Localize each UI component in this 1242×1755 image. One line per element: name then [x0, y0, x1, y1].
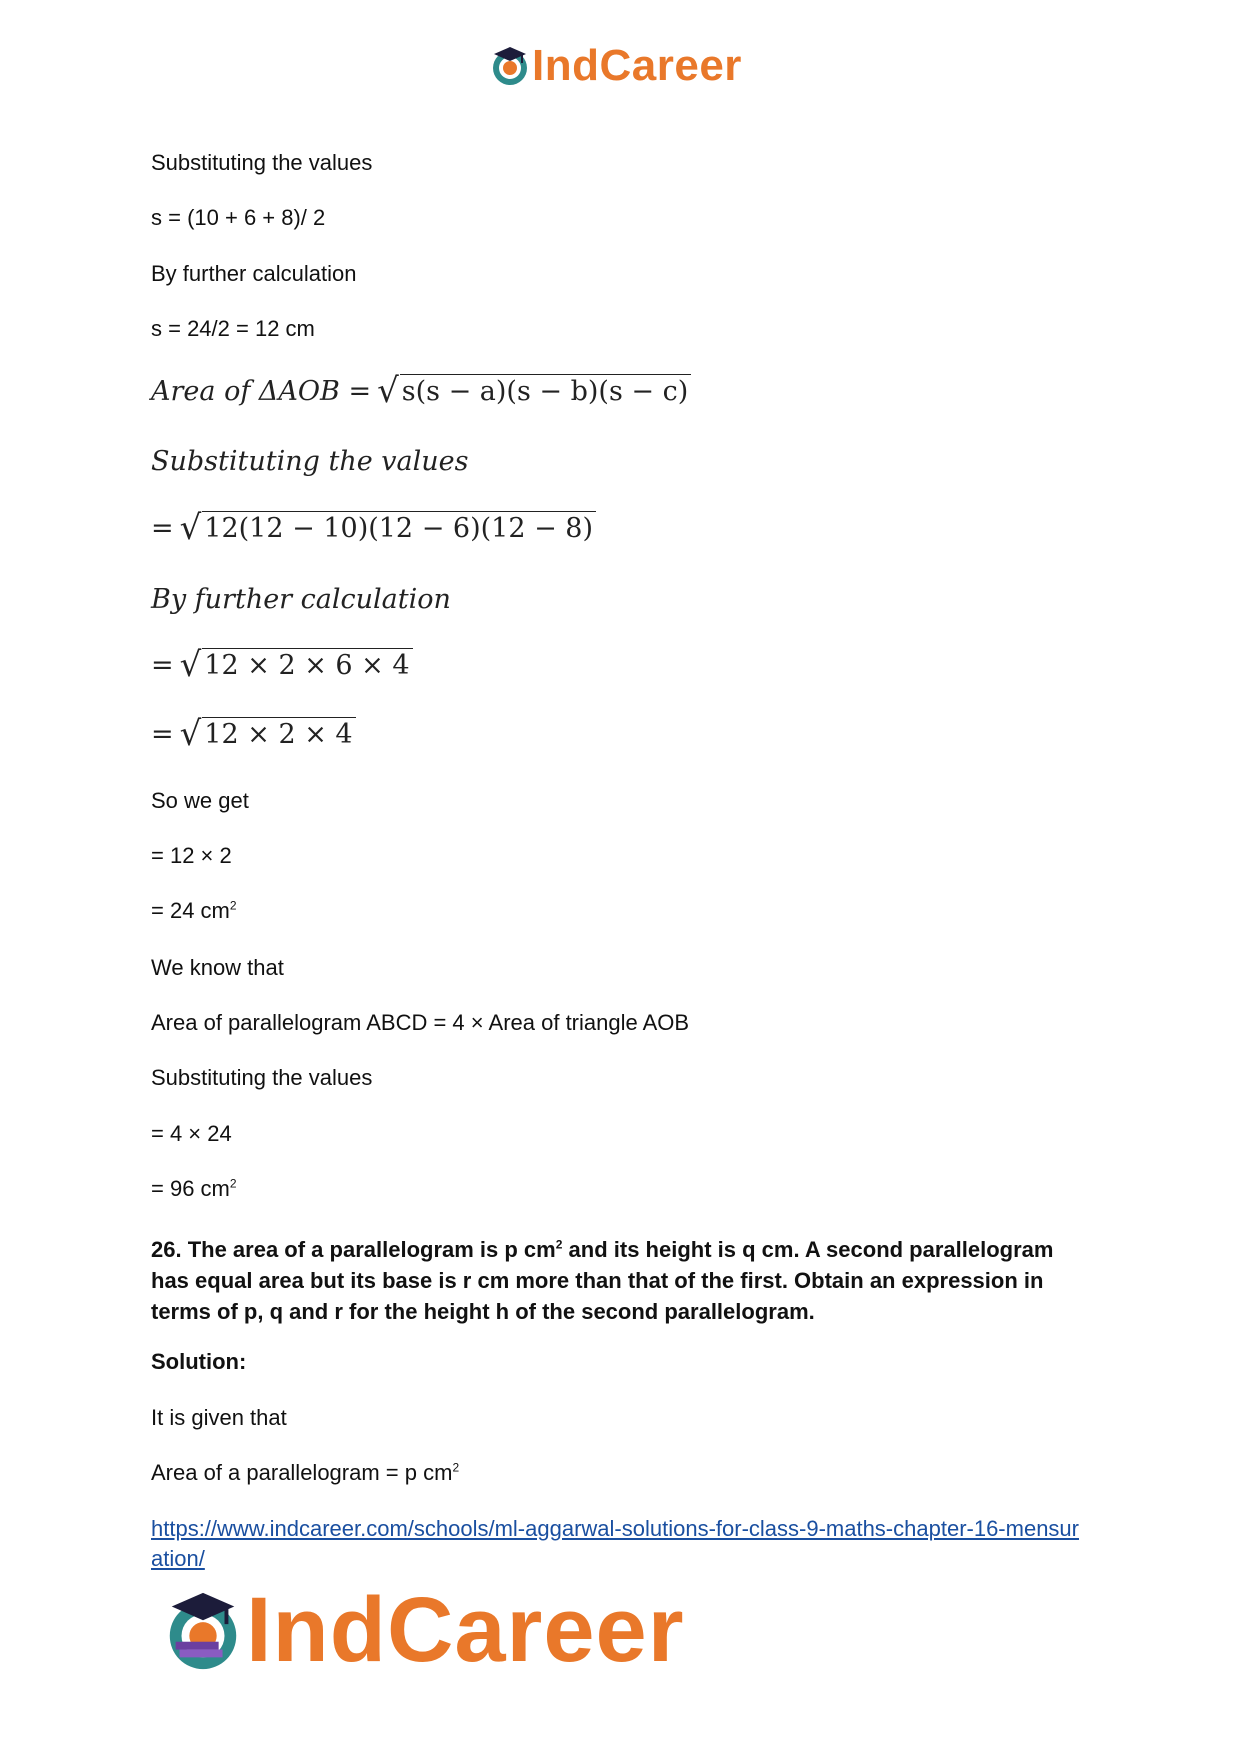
logo-text: IndCareer — [246, 1579, 685, 1681]
square-root: √ 12 × 2 × 4 — [180, 717, 356, 752]
footer-logo — [160, 1580, 685, 1680]
radicand: 12(12 − 10)(12 − 6)(12 − 8) — [202, 511, 596, 546]
text-line — [151, 1178, 237, 1200]
radicand: 12 × 2 × 6 × 4 — [202, 648, 412, 683]
text-line — [151, 900, 237, 922]
superscript: 2 — [452, 1460, 460, 1475]
math-text — [151, 446, 469, 477]
math-lhs: Area of ΔAOB = — [151, 375, 372, 407]
math-lhs: = — [151, 649, 174, 681]
text-line: Substituting the values — [151, 1065, 373, 1090]
radicand: 12 × 2 × 4 — [202, 717, 355, 752]
text-line: = 12 × 2 — [151, 843, 232, 868]
text-line — [151, 1462, 459, 1484]
math-expression — [151, 645, 413, 685]
line-text: = 24 cm — [151, 898, 230, 923]
logo-text: IndCareer — [532, 41, 742, 90]
heron-formula — [151, 371, 691, 411]
source-link[interactable]: https://www.indcareer.com/schools/ml-aggarwal-solutions-for-class-9-maths-chapter-16-mensuration/ — [151, 1516, 1079, 1571]
math-lhs: = — [151, 512, 174, 544]
superscript: 2 — [229, 1176, 237, 1191]
text-line: s = 24/2 = 12 cm — [151, 316, 315, 341]
text-line: It is given that — [151, 1405, 287, 1430]
question-text: and its height is q cm. A second parallelogram has equal area but its base is r cm more than that of the first. Obtain an expression in terms of p, q and r for the height h of the second parallelogram. — [151, 1237, 1054, 1324]
graduation-globe-icon — [160, 1587, 246, 1673]
text-line: So we get — [151, 788, 249, 813]
square-root: √ 12(12 − 10)(12 − 6)(12 − 8) — [180, 511, 596, 546]
math-italic-text: Substituting the values — [151, 446, 469, 477]
text-line: By further calculation — [151, 261, 357, 286]
math-italic-text: By further calculation — [151, 584, 451, 615]
text-line: = 4 × 24 — [151, 1121, 232, 1146]
text-line: s = (10 + 6 + 8)/ 2 — [151, 205, 326, 230]
header-logo — [488, 40, 742, 92]
question-26 — [151, 1234, 1091, 1327]
math-expression — [151, 714, 356, 754]
square-root: √ 12 × 2 × 6 × 4 — [180, 648, 413, 683]
question-text: 26. The area of a parallelogram is p cm — [151, 1237, 556, 1262]
math-text — [151, 584, 451, 615]
text-line: Substituting the values — [151, 150, 373, 175]
line-text: = 96 cm — [151, 1176, 230, 1201]
math-expression — [151, 508, 596, 548]
text-line: Area of parallelogram ABCD = 4 × Area of triangle AOB — [151, 1010, 690, 1035]
graduation-globe-icon — [488, 44, 532, 88]
superscript: 2 — [555, 1237, 563, 1252]
solution-heading: Solution: — [151, 1349, 247, 1374]
math-lhs: = — [151, 718, 174, 750]
line-text: Area of a parallelogram = p cm — [151, 1460, 453, 1485]
text-line: We know that — [151, 955, 284, 980]
radicand: s(s − a)(s − b)(s − c) — [400, 374, 692, 409]
square-root: √ s(s − a)(s − b)(s − c) — [377, 374, 691, 409]
superscript: 2 — [229, 898, 237, 913]
